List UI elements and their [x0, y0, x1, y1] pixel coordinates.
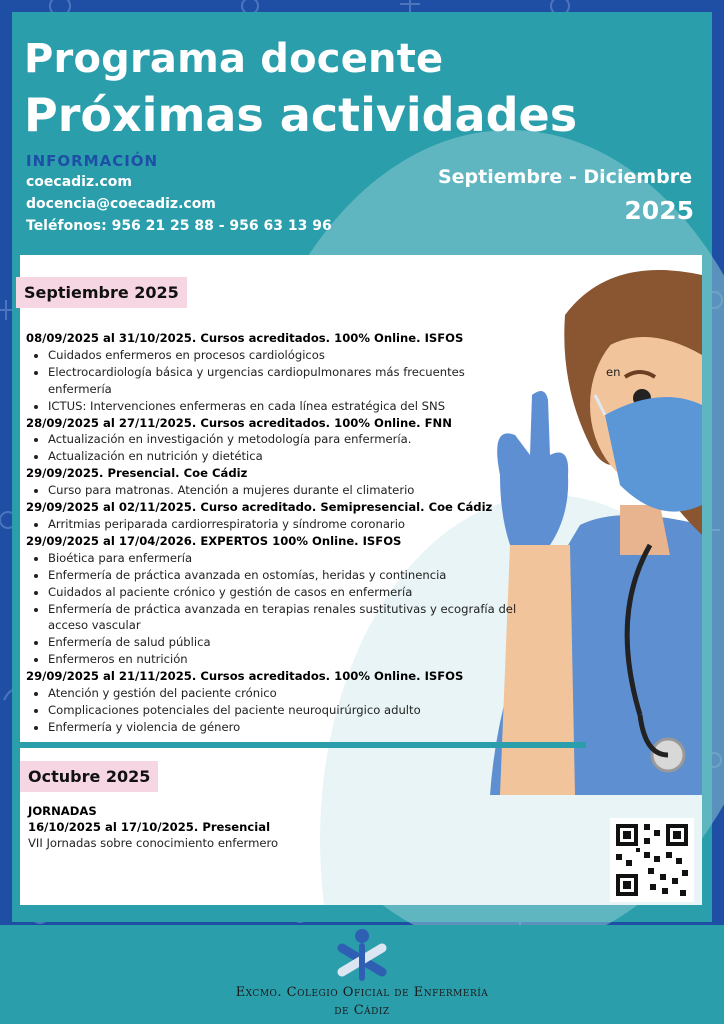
group-list: [26, 347, 526, 415]
group-list: [26, 550, 526, 668]
month-label-september: Septiembre 2025: [16, 277, 187, 308]
list-item: • Curso para matronas. Atención a mujeres durante el climaterio: [48, 482, 526, 499]
list-item: • Actualización en nutrición y dietética: [48, 448, 526, 465]
group-heading: 28/09/2025 al 27/11/2025. Cursos acreditados. 100% Online. FNN: [26, 415, 452, 430]
group-heading: 29/09/2025 al 17/04/2026. EXPERTOS 100% Online. ISFOS: [26, 533, 402, 548]
group-heading: 29/09/2025 al 02/11/2025. Curso acreditado. Semipresencial. Coe Cádiz: [26, 500, 493, 515]
month-label-october: Octubre 2025: [20, 761, 158, 792]
stray-text: en: [606, 365, 621, 379]
date-range: Septiembre - Diciembre: [437, 166, 692, 188]
list-item: • Bioética para enfermería: [48, 550, 526, 567]
list-item: • Cuidados al paciente crónico y gestión de casos en enfermería: [48, 584, 526, 601]
list-item: • Enfermería de práctica avanzada en terapias renales sustitutivas y ecografía del acceso vascular: [48, 601, 526, 635]
list-item: • Enfermería y violencia de género: [48, 719, 526, 736]
list-item: • Electrocardiología básica y urgencias cardiopulmonares más frecuentes enfermería: [48, 364, 526, 398]
october-activities: [28, 803, 278, 851]
group-list: [26, 685, 526, 736]
website-link[interactable]: coecadiz.com: [26, 174, 132, 190]
activity-item: VII Jornadas sobre conocimiento enfermero: [28, 836, 279, 850]
list-item: • Enfermería de salud pública: [48, 634, 526, 651]
group-heading: 08/09/2025 al 31/10/2025. Cursos acreditados. 100% Online. ISFOS: [26, 331, 464, 345]
activity-type: JORNADAS: [28, 804, 97, 818]
title-line-1: Programa docente: [24, 36, 444, 82]
list-item: • Enfermería de práctica avanzada en ostomías, heridas y continencia: [48, 567, 526, 584]
list-item: • Cuidados enfermeros en procesos cardiológicos: [48, 347, 526, 364]
activity-heading: 16/10/2025 al 17/10/2025. Presencial: [28, 820, 271, 834]
footer-line-2: de Cádiz: [334, 1003, 390, 1018]
list-item: • Actualización en investigación y metodología para enfermería.: [48, 431, 526, 448]
september-activities: [26, 330, 526, 736]
phones-text: Teléfonos: 956 21 25 88 - 956 63 13 96: [26, 218, 332, 234]
group-heading: 29/09/2025. Presencial. Coe Cádiz: [26, 466, 248, 481]
list-item: • Complicaciones potenciales del paciente neuroquirúrgico adulto: [48, 702, 526, 719]
date-year: 2025: [624, 196, 694, 225]
group-list: [26, 431, 526, 465]
group-heading: 29/09/2025 al 21/11/2025. Cursos acreditados. 100% Online. ISFOS: [26, 669, 464, 684]
section-divider: [20, 742, 586, 748]
list-item: • ICTUS: Intervenciones enfermeras en cada línea estratégica del SNS: [48, 398, 526, 415]
qr-code[interactable]: [610, 818, 694, 902]
email-link[interactable]: docencia@coecadiz.com: [26, 196, 216, 212]
college-logo-icon: [334, 928, 390, 982]
group-list: [26, 482, 526, 499]
list-item: • Arritmias periparada cardiorrespiratoria y síndrome coronario: [48, 516, 526, 533]
footer-line-1: Excmo. Colegio Oficial de Enfermería: [235, 985, 489, 1000]
title-line-2: Próximas actividades: [24, 88, 578, 142]
list-item: • Atención y gestión del paciente crónico: [48, 685, 526, 702]
group-list: [26, 516, 526, 533]
info-heading: INFORMACIÓN: [26, 152, 159, 170]
list-item: • Enfermeros en nutrición: [48, 651, 526, 668]
